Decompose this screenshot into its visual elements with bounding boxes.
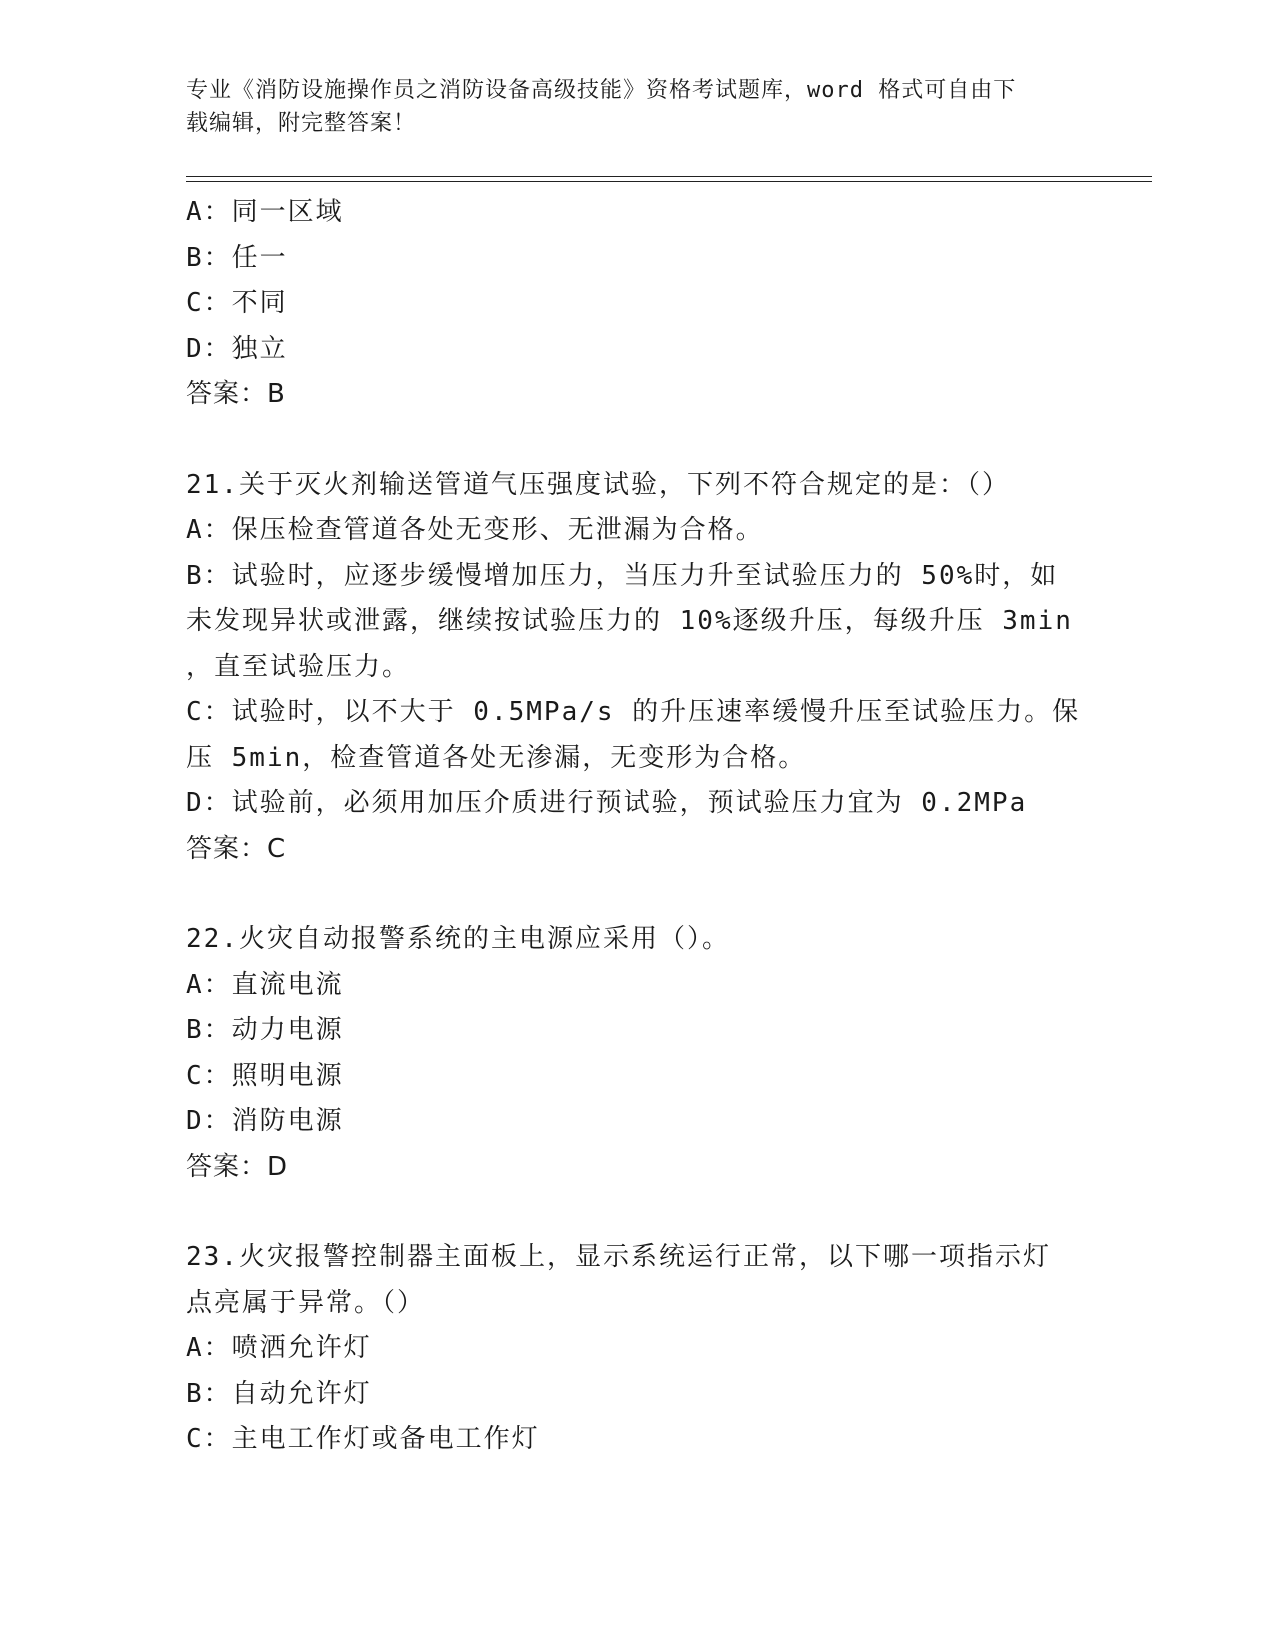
answer: 答案：C xyxy=(186,833,287,864)
header-line-2: 载编辑，附完整答案！ xyxy=(186,111,417,136)
question-stem: 22.火灾自动报警系统的主电源应采用（）。 xyxy=(186,924,730,954)
question-stem-line-1: 23.火灾报警控制器主面板上，显示系统运行正常，以下哪一项指示灯 xyxy=(186,1242,1051,1272)
question-22 xyxy=(186,917,1066,1190)
answer: 答案：D xyxy=(186,1151,289,1182)
question-23 xyxy=(186,1235,1066,1463)
option-c: C：不同 xyxy=(186,288,288,318)
spacer xyxy=(186,1190,1066,1235)
question-content xyxy=(186,190,1081,1463)
option-a: A：喷洒允许灯 xyxy=(186,1333,372,1363)
question-21 xyxy=(186,463,1081,873)
option-a: A：同一区域 xyxy=(186,197,344,227)
option-b-line-2: 未发现异状或泄露，继续按试验压力的 10%逐级升压，每级升压 3min xyxy=(186,606,1073,636)
header-rule-top xyxy=(186,176,1152,177)
option-b-line-1: B：试验时，应逐步缓慢增加压力，当压力升至试验压力的 50%时，如 xyxy=(186,560,1059,591)
header-line-1: 专业《消防设施操作员之消防设备高级技能》资格考试题库，word 格式可自由下 xyxy=(186,78,1017,103)
option-c-line-1: C：试验时，以不大于 0.5MPa/s 的升压速率缓慢升压至试验压力。保 xyxy=(186,697,1081,727)
spacer xyxy=(186,872,1066,917)
option-b: B：自动允许灯 xyxy=(186,1378,372,1409)
option-b: B：任一 xyxy=(186,242,288,273)
option-c: C：主电工作灯或备电工作灯 xyxy=(186,1424,540,1454)
question-stem-line-2: 点亮属于异常。（） xyxy=(186,1287,426,1318)
question-stem: 21.关于灭火剂输送管道气压强度试验，下列不符合规定的是：（） xyxy=(186,469,1010,500)
option-a: A：保压检查管道各处无变形、无泄漏为合格。 xyxy=(186,515,764,545)
option-b: B：动力电源 xyxy=(186,1015,344,1045)
page-header xyxy=(186,74,1066,140)
option-c: C：照明电源 xyxy=(186,1060,344,1091)
spacer xyxy=(186,418,1066,463)
option-d: D：独立 xyxy=(186,333,288,364)
question-20 xyxy=(186,190,1066,418)
option-a: A：直流电流 xyxy=(186,969,344,1000)
answer: 答案：B xyxy=(186,379,286,409)
option-c-line-2: 压 5min，检查管道各处无渗漏，无变形为合格。 xyxy=(186,742,807,773)
header-rule-bottom xyxy=(186,181,1152,182)
option-d: D：试验前，必须用加压介质进行预试验，预试验压力宜为 0.2MPa xyxy=(186,788,1028,818)
option-d: D：消防电源 xyxy=(186,1106,344,1136)
option-b-line-3: ，直至试验压力。 xyxy=(186,651,411,682)
